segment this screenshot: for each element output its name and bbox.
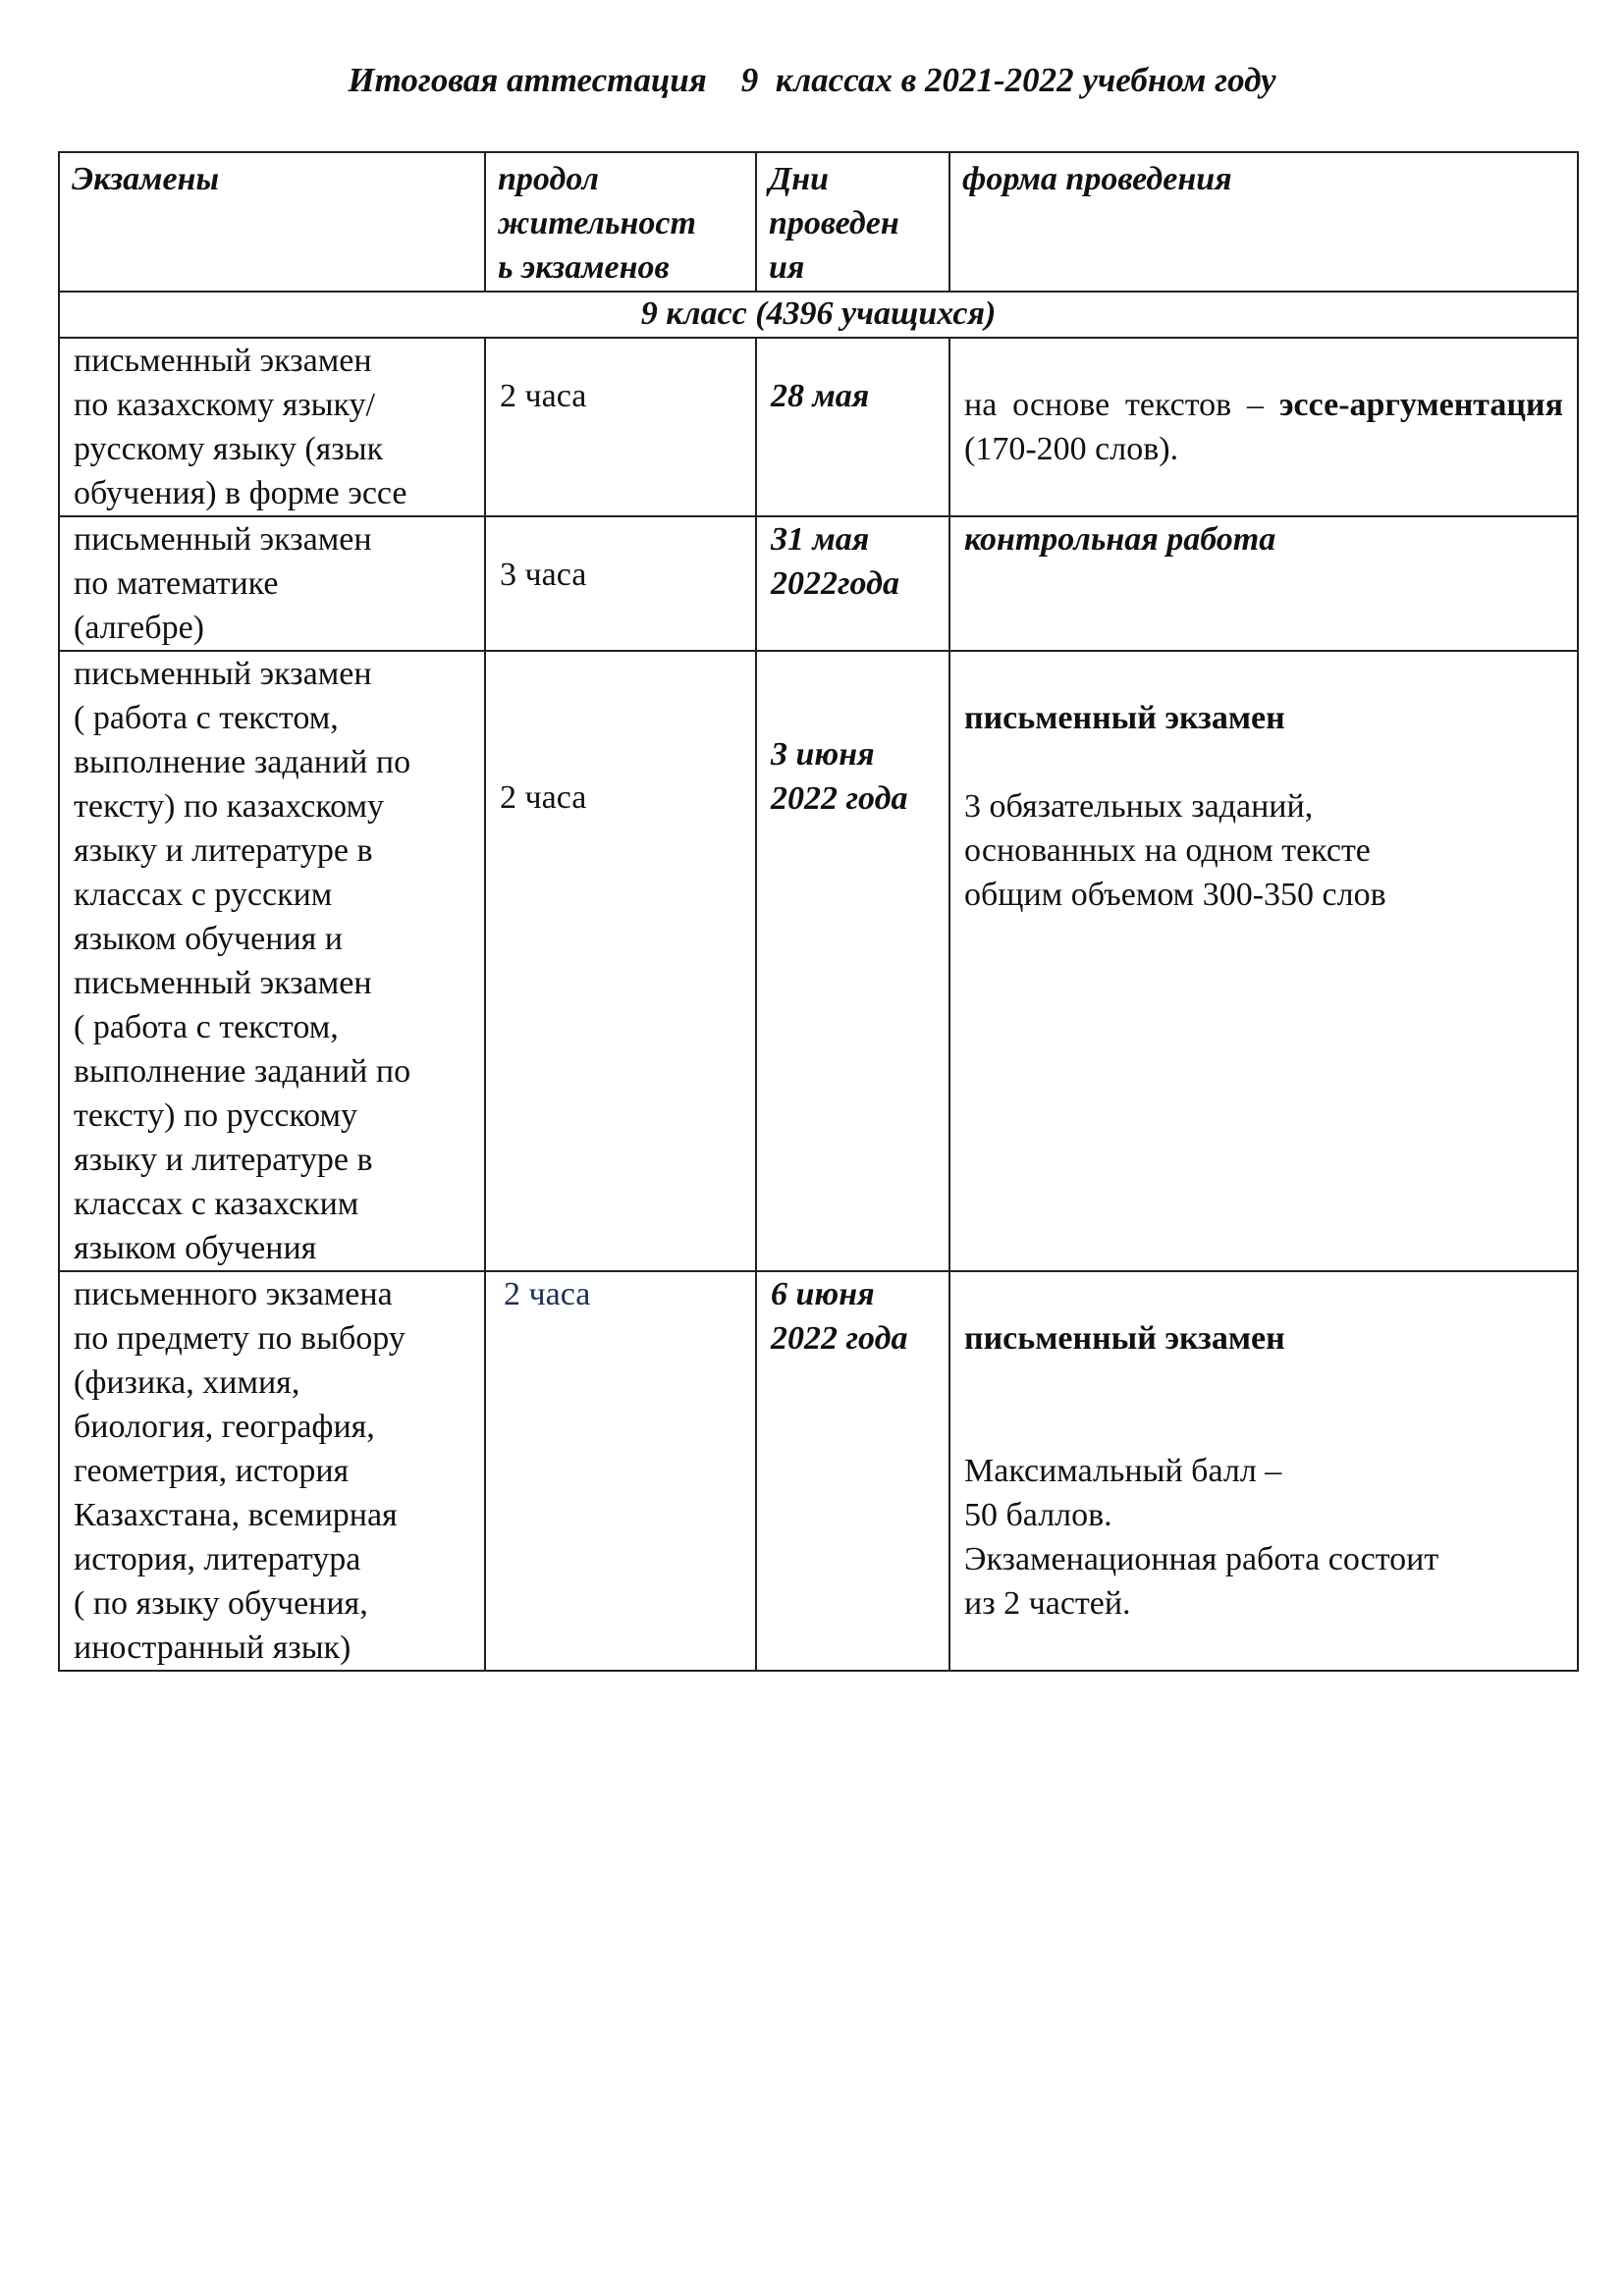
exam-cell: письменный экзамен ( работа с текстом, выполнение заданий по тексту) по казахскому языку и литературе в классах с русским языком обучения и письменный экзамен ( работа с текстом, выполнение заданий по тексту) по русскому языку и литературе в классах с казахским языком обучения (59, 651, 485, 1271)
group-row (59, 292, 1578, 338)
exam-schedule-table (58, 151, 1579, 1672)
document-title: Итоговая аттестация 9 классах в 2021-2022 учебном году (348, 61, 1276, 99)
form-cell: контрольная работа (949, 516, 1578, 651)
group-label: 9 класс (4396 учащихся) (59, 292, 1578, 338)
form-bold-text: письменный экзамен (964, 1320, 1285, 1357)
header-dates: Дни проведен ия (756, 152, 949, 292)
header-exams: Экзамены (59, 152, 485, 292)
form-tail-text: (170-200 слов). (964, 431, 1179, 467)
table-row (59, 516, 1578, 651)
exam-cell: письменного экзамена по предмету по выбору (физика, химия, биология, география, геометрия, история Казахстана, всемирная история, литература ( по языку обучения, иностранный язык) (59, 1271, 485, 1671)
duration-cell: 2 часа (485, 651, 756, 1271)
table-row (59, 1271, 1578, 1671)
duration-cell: 2 часа (485, 1271, 756, 1671)
date-cell: 6 июня 2022 года (756, 1271, 949, 1671)
form-cell (949, 1271, 1578, 1671)
form-text: 3 обязательных заданий, основанных на одном тексте общим объемом 300-350 слов (964, 788, 1386, 913)
form-text: Максимальный балл – 50 баллов. Экзаменационная работа состоит из 2 частей. (964, 1453, 1439, 1622)
header-form: форма проведения (949, 152, 1578, 292)
exam-cell: письменный экзамен по математике (алгебре) (59, 516, 485, 651)
date-cell: 31 мая 2022года (756, 516, 949, 651)
date-cell: 28 мая (756, 338, 949, 516)
exam-cell: письменный экзамен по казахскому языку/ русскому языку (язык обучения) в форме эссе (59, 338, 485, 516)
form-cell (949, 338, 1578, 516)
header-duration: продол жительност ь экзаменов (485, 152, 756, 292)
form-bold-text: эссе-аргументация (1278, 387, 1563, 423)
form-text (964, 383, 1563, 471)
date-cell: 3 июня 2022 года (756, 651, 949, 1271)
form-cell (949, 651, 1578, 1271)
duration-cell: 2 часа (485, 338, 756, 516)
table-row (59, 338, 1578, 516)
table-header-row (59, 152, 1578, 292)
form-bold-text: письменный экзамен (964, 700, 1285, 736)
table-row (59, 651, 1578, 1271)
form-lead-text: на основе текстов – (964, 387, 1279, 423)
duration-cell: 3 часа (485, 516, 756, 651)
